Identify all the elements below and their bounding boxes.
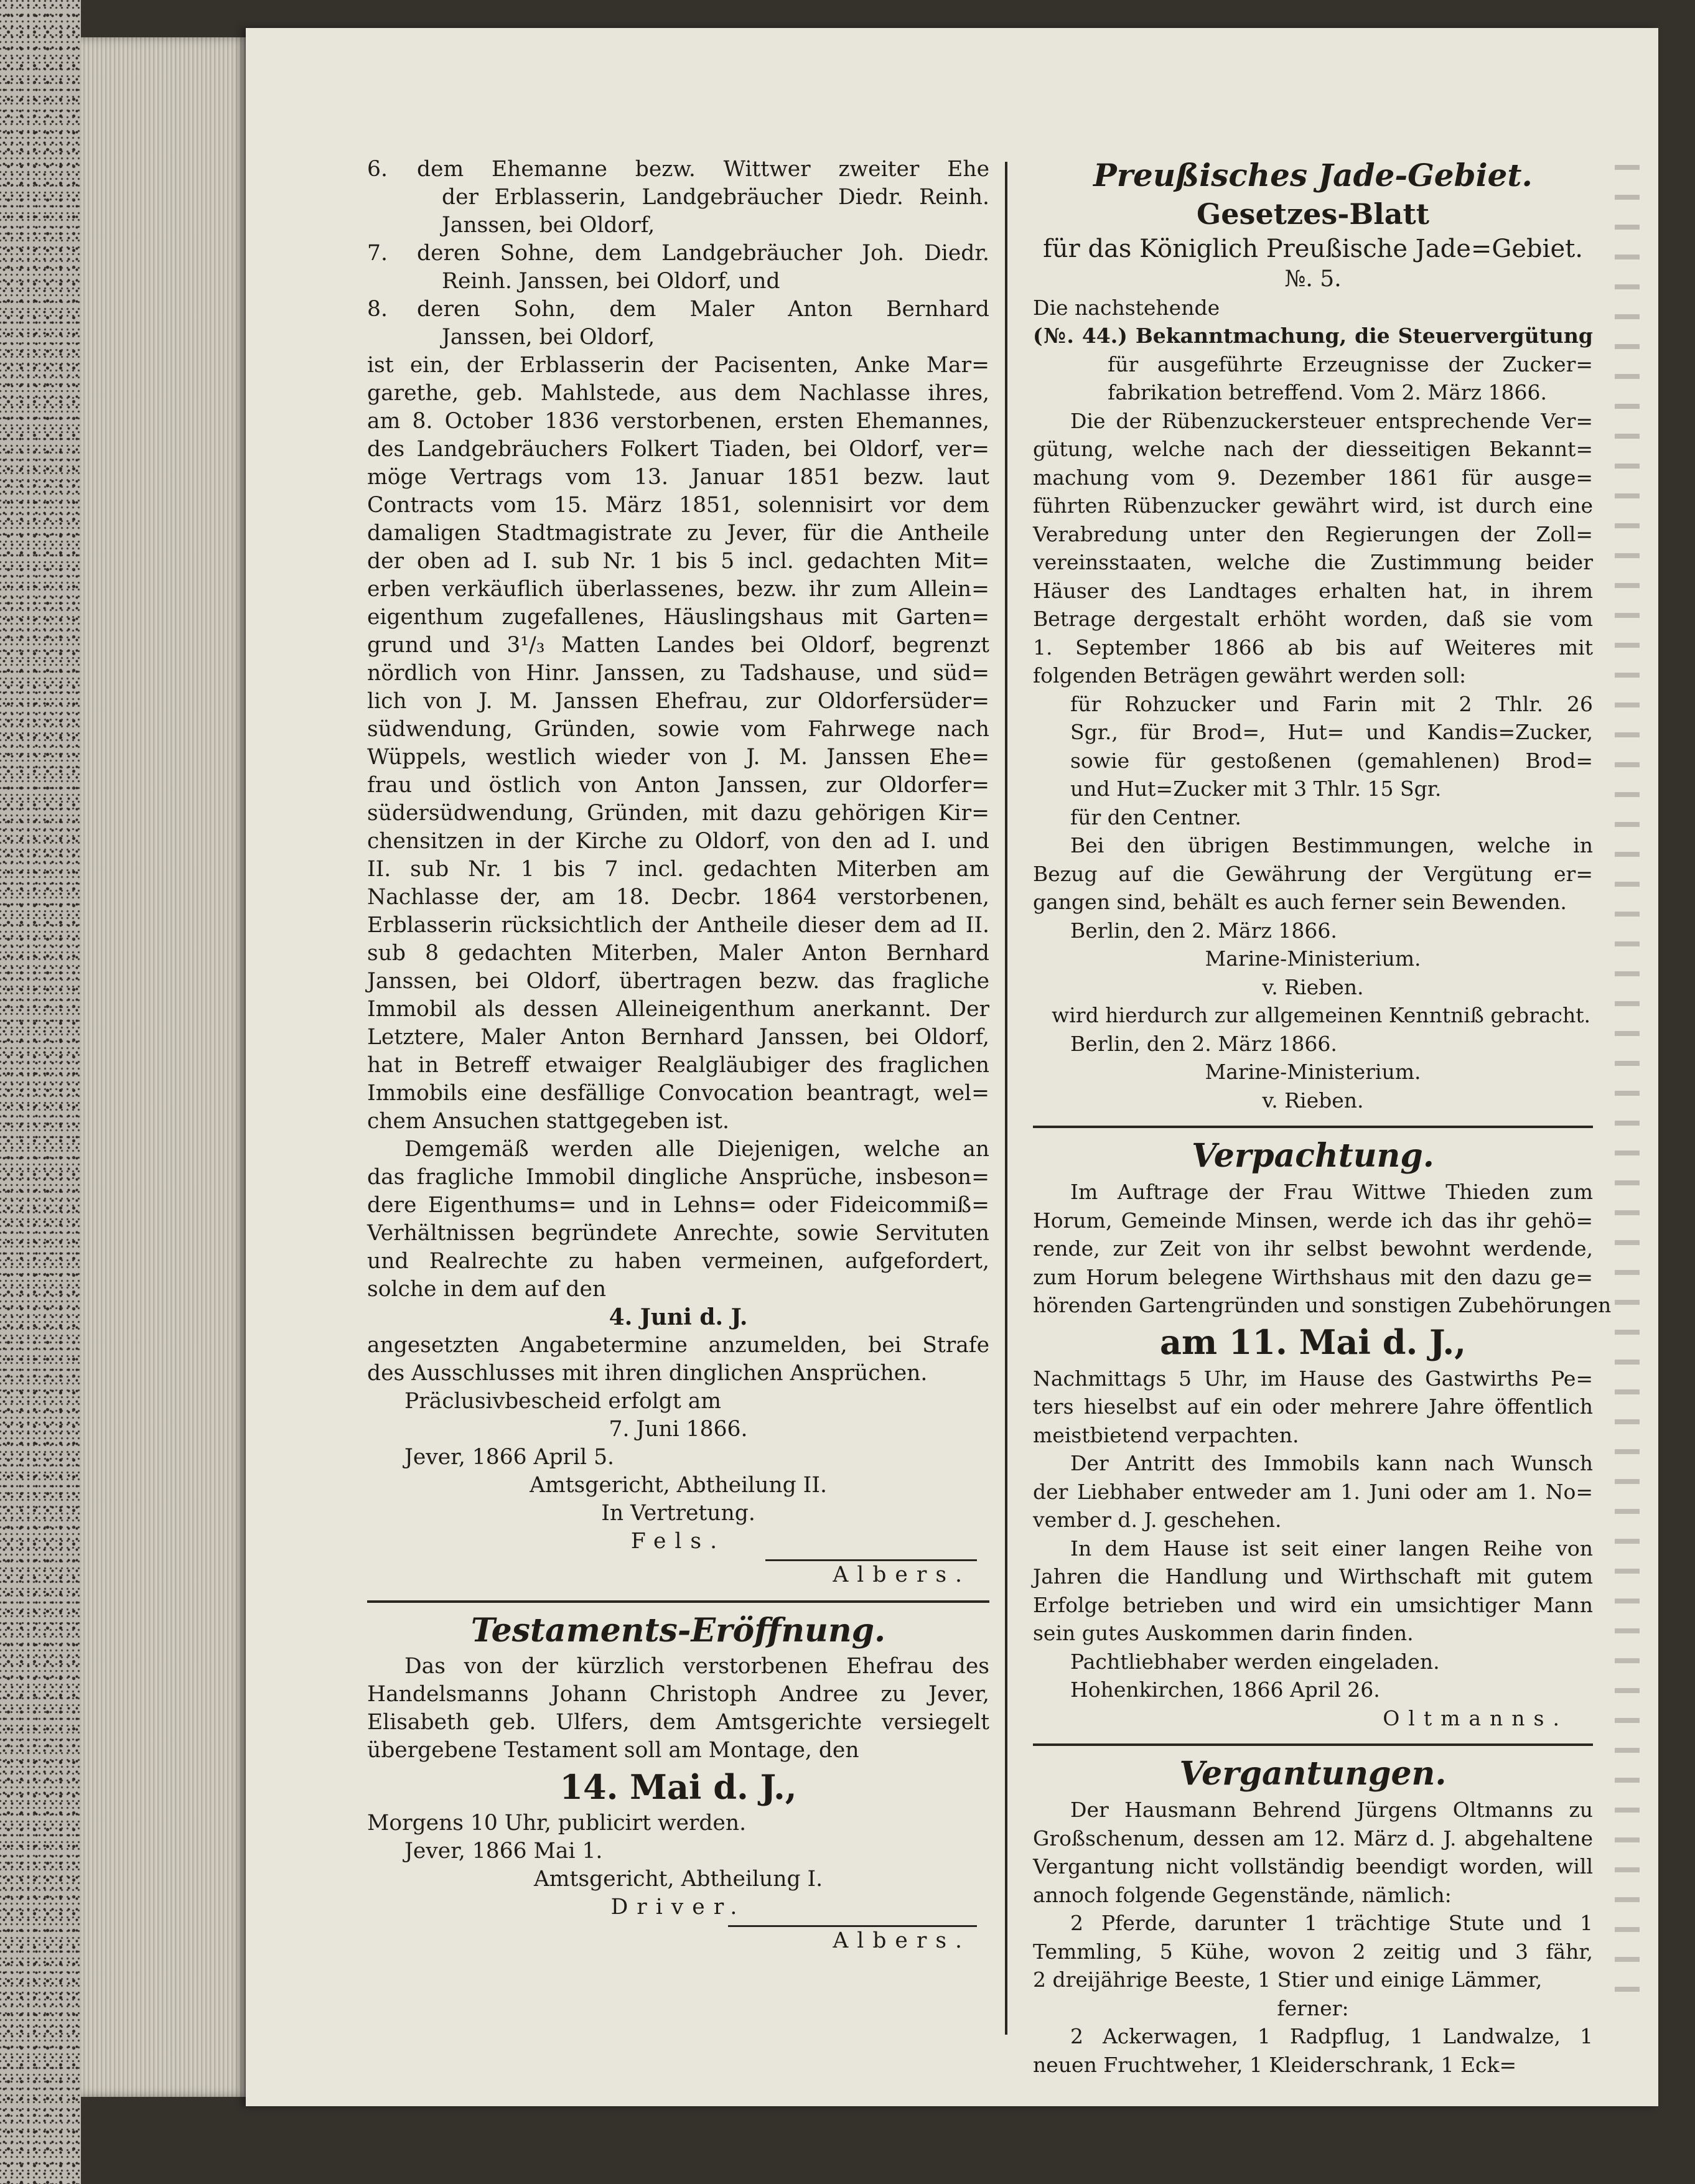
remaining-line: Bei den übrigen Bestimmungen, welche in (1070, 833, 1593, 857)
signer-fels: Fels. (630, 1529, 726, 1554)
heir-line: Janssen, bei Oldorf, (442, 213, 655, 238)
signer-rieben-2: v. Rieben. (1262, 1088, 1364, 1113)
lease-line: Horum, Gemeinde Minsen, werde ich das ihr gehö= (1033, 1208, 1593, 1233)
estate-line: chensitzen in der Kirche zu Oldorf, von den ad I. und (367, 829, 989, 854)
estate-line: garethe, geb. Mahlstede, aus dem Nachlasse ihres, (367, 381, 989, 406)
estate-line: chem Ansuchen stattgegeben ist. (367, 1109, 729, 1134)
lease-para2-line: der Liebhaber entweder am 1. Juni oder am 1. No= (1033, 1479, 1593, 1504)
lease-line: hörenden Gartengründen und sonstigen Zubehörungen (1033, 1293, 1612, 1317)
gazette-subtitle: Gesetzes-Blatt (1197, 197, 1429, 231)
rate-line: Sgr., für Brod=, Hut= und Kandis=Zucker, (1070, 720, 1593, 744)
lease-line: Im Auftrage der Frau Wittwe Thieden zum (1070, 1180, 1593, 1204)
estate-line: damaligen Stadtmagistrate zu Jever, für die Antheile (367, 521, 989, 546)
notice-body-line: Verabredung unter den Regierungen der Zoll= (1033, 521, 1593, 546)
heir-item (367, 156, 989, 240)
penalty-line: des Ausschlusses mit ihren dinglichen Ansprüchen. (367, 1361, 928, 1386)
estate-paragraph (367, 352, 989, 1136)
column-divider (1005, 162, 1007, 2035)
praeclusiv-text: Präclusivbescheid erfolgt am (404, 1389, 722, 1414)
section-rule-3 (1033, 1743, 1593, 1746)
testament-line: übergebene Testament soll am Montage, den (367, 1738, 859, 1763)
estate-line: hat in Betreff etwaiger Realgläubiger des fraglichen (367, 1053, 989, 1078)
estate-line: Nachlasse der, am 18. Decbr. 1864 verstorbenen, (367, 885, 989, 910)
heir-line: deren Sohn, dem Maler Anton Bernhard (417, 297, 989, 322)
estate-line: lich von J. M. Janssen Ehefrau, zur Oldorfersüder= (367, 689, 989, 714)
lease-after-line: meistbietend verpachten. (1033, 1422, 1299, 1447)
book-edge-speckle (0, 0, 81, 2184)
heir-line: Reinh. Janssen, bei Oldorf, und (442, 269, 780, 294)
summons-line: Verhältnissen begründete Anrechte, sowie Servituten (367, 1221, 989, 1246)
testament-line: Elisabeth geb. Ulfers, dem Amtsgerichte versiegelt (367, 1710, 989, 1735)
notice-body-line: 1. September 1866 ab bis auf Weiteres mit (1033, 635, 1593, 660)
auction-items-2 (1033, 2022, 1593, 2079)
estate-line: Erblasserin rücksichtlich der Antheile dieser dem ad II. (367, 913, 989, 938)
gazette-title: Preußisches Jade-Gebiet. (1093, 157, 1533, 194)
heir-line: der Erblasserin, Landgebräucher Diedr. Reinh. (442, 185, 989, 210)
estate-line: eigenthum zugefallenes, Häuslingshaus mit Garten= (367, 605, 989, 630)
notice-body-line: machung vom 9. Dezember 1861 für ausge= (1033, 465, 1593, 490)
notice-body-line: führten Rübenzucker gewährt wird, ist durch eine (1033, 493, 1593, 518)
testament-court: Amtsgericht, Abtheilung I. (533, 1867, 823, 1892)
remaining-paragraph (1033, 831, 1593, 917)
lease-para3-line: Jahren die Handlung und Wirthschaft mit gutem (1033, 1564, 1593, 1589)
ministry-2: Marine-Ministerium. (1205, 1060, 1421, 1084)
summons-line: und Realrechte zu haben vermeinen, aufgefordert, (367, 1249, 989, 1274)
signer-driver: Driver. (610, 1895, 746, 1920)
signer-oltmanns: Oltmanns. (1383, 1706, 1568, 1730)
heir-number: 7. (367, 241, 388, 266)
intro-text: Die nachstehende (1033, 295, 1220, 320)
testament-paragraph (367, 1653, 989, 1765)
lease-para3 (1033, 1534, 1593, 1648)
auction-item-line-2: 2 Ackerwagen, 1 Radpflug, 1 Landwalze, 1 (1070, 2024, 1593, 2048)
rates-list (1033, 690, 1593, 803)
left-column (367, 156, 989, 1955)
signer-rieben-1: v. Rieben. (1262, 974, 1364, 999)
lease-invite: Pachtliebhaber werden eingeladen. (1070, 1649, 1440, 1674)
notice-body (1033, 407, 1593, 690)
estate-line: nördlich von Hinr. Janssen, zu Tadshause, und süd= (367, 661, 989, 686)
estate-line: Letztere, Maler Anton Bernhard Janssen, bei Oldorf, (367, 1025, 989, 1050)
term-date: 4. Juni d. J. (609, 1304, 748, 1330)
summons-line: Demgemäß werden alle Diejenigen, welche an (404, 1137, 989, 1162)
rate-line: sowie für gestoßenen (gemahlenen) Brod= (1070, 748, 1593, 773)
lease-place-date: Hohenkirchen, 1866 April 26. (1070, 1678, 1380, 1702)
heir-line: dem Ehemanne bezw. Wittwer zweiter Ehe (417, 157, 989, 182)
notice-head (1033, 322, 1593, 407)
lease-line: rende, zur Zeit von ihr selbst bewohnt werdende, (1033, 1236, 1593, 1261)
auction-line: Vergantung nicht vollständig beendigt worden, will (1033, 1854, 1593, 1878)
notice-body-line: Betrage dergestalt erhöht worden, daß sie vom (1033, 607, 1593, 631)
remaining-line: gangen sind, behält es auch ferner sein Bewenden. (1033, 890, 1567, 914)
heir-line: Janssen, bei Oldorf, (442, 325, 655, 350)
auction-paragraph (1033, 1796, 1593, 1909)
lease-date: am 11. Mai d. J., (1159, 1322, 1467, 1362)
place-date: Jever, 1866 April 5. (404, 1445, 614, 1470)
lease-para2-line: Der Antritt des Immobils kann nach Wunsch (1070, 1451, 1593, 1475)
auction-item-line: Temmling, 5 Kühe, wovon 2 zeitig und 3 fähr, (1033, 1939, 1593, 1964)
heir-item (367, 296, 989, 352)
summons-line: dere Eigenthums= und in Lehns= oder Fideicommiß= (367, 1193, 989, 1218)
lease-para3-line: sein gutes Auskommen darin finden. (1033, 1621, 1414, 1645)
estate-line: Wüppels, westlich wieder von J. M. Janssen Ehe= (367, 745, 989, 770)
vertretung: In Vertretung. (601, 1501, 755, 1526)
testament-line: Handelsmanns Johann Christoph Andree zu Jever, (367, 1682, 989, 1707)
rate-line: für Rohzucker und Farin mit 2 Thlr. 26 (1070, 691, 1593, 716)
signer-albers-2: Albers. (833, 1928, 971, 1953)
notice-head-line: für ausgeführte Erzeugnisse der Zucker= (1108, 352, 1593, 376)
penalty-paragraph (367, 1332, 989, 1388)
estate-line: grund und 3¹/₃ Matten Landes bei Oldorf, begrenzt (367, 633, 989, 658)
page-stack-edges (81, 37, 249, 2097)
auction-item-line: 2 dreijährige Beeste, 1 Stier und einige Lämmer, (1033, 1967, 1543, 1992)
lease-para2 (1033, 1449, 1593, 1534)
remaining-line: Bezug auf die Gewährung der Vergütung er= (1033, 861, 1593, 886)
heir-list (367, 156, 989, 352)
estate-line: Immobil als dessen Alleineigenthum anerkannt. Der (367, 997, 989, 1022)
section-rule-2 (1033, 1126, 1593, 1128)
auction-line: Der Hausmann Behrend Jürgens Oltmanns zu (1070, 1798, 1593, 1822)
document-page (246, 28, 1658, 2106)
lease-para2-line: vember d. J. geschehen. (1033, 1508, 1282, 1532)
estate-line: der oben ad I. sub Nr. 1 bis 5 incl. gedachten Mit= (367, 549, 989, 574)
estate-line: II. sub Nr. 1 bis 7 incl. gedachten Miterben am (367, 857, 989, 882)
notice-head-line: (№. 44.) Bekanntmachung, die Steuervergütung (1033, 324, 1593, 348)
lease-line: zum Horum belegene Wirthshaus mit den dazu ge= (1033, 1264, 1593, 1289)
court-name: Amtsgericht, Abtheilung II. (530, 1473, 827, 1498)
testament-line: Das von der kürzlich verstorbenen Ehefrau des (404, 1654, 989, 1679)
praeclusiv-date: 7. Juni 1866. (609, 1417, 748, 1442)
lease-after-line: Nachmittags 5 Uhr, im Hause des Gastwirths Pe= (1033, 1366, 1593, 1391)
estate-line: südwendung, Gründen, sowie vom Fahrwege nach (367, 717, 989, 742)
estate-line: südersüdwendung, Gründen, mit dazu gehörigen Kir= (367, 801, 989, 826)
auction-ferner: ferner: (1277, 1995, 1349, 2020)
publish-text: wird hierdurch zur allgemeinen Kenntniß gebracht. (1052, 1003, 1591, 1027)
estate-line: am 8. October 1836 verstorbenen, ersten Ehemannes, (367, 409, 989, 434)
lease-para3-line: Erfolge betrieben und wird ein umsichtiger Mann (1033, 1592, 1593, 1617)
auction-items (1033, 1909, 1593, 1994)
lease-after-line: ters hieselbst auf ein oder mehrere Jahre öffentlich (1033, 1394, 1593, 1419)
bleed-through (1615, 140, 1640, 2007)
lease-heading: Verpachtung. (1192, 1137, 1434, 1175)
auction-item-line-2: neuen Fruchtweher, 1 Kleiderschrank, 1 Eck= (1033, 2052, 1517, 2077)
estate-line: möge Vertrags vom 13. Januar 1851 bezw. laut (367, 465, 989, 490)
lease-paragraph (1033, 1178, 1612, 1320)
summons-line: das fragliche Immobil dingliche Ansprüche, insbeson= (367, 1165, 989, 1190)
gazette-number: №. 5. (1284, 266, 1342, 292)
auction-line: Großschenum, dessen am 12. März d. J. abgehaltene (1033, 1826, 1593, 1850)
estate-line: des Landgebräuchers Folkert Tiaden, bei Oldorf, ver= (367, 437, 989, 462)
summons-line: solche in dem auf den (367, 1277, 607, 1302)
rate-line: und Hut=Zucker mit 3 Thlr. 15 Sgr. (1070, 777, 1442, 801)
auction-line: annoch folgende Gegenstände, nämlich: (1033, 1882, 1452, 1907)
testament-place-date: Jever, 1866 Mai 1. (404, 1839, 603, 1864)
notice-body-line: gütung, welche nach der diesseitigen Bekannt= (1033, 437, 1593, 461)
estate-line: sub 8 gedachten Miterben, Maler Anton Bernhard (367, 941, 989, 966)
notice-body-line: Häuser des Landtages erhalten hat, in ihrem (1033, 578, 1593, 603)
testament-after: Morgens 10 Uhr, publicirt werden. (367, 1811, 747, 1836)
estate-line: Janssen, bei Oldorf, übertragen bezw. das fragliche (367, 969, 989, 994)
right-column (1033, 156, 1612, 2079)
place-date-1: Berlin, den 2. März 1866. (1070, 918, 1337, 943)
auction-heading: Vergantungen. (1179, 1755, 1447, 1793)
testament-date: 14. Mai d. J., (559, 1767, 797, 1807)
testament-heading: Testaments-Eröffnung. (470, 1612, 886, 1650)
estate-line: ist ein, der Erblasserin der Pacisenten, Anke Mar= (367, 353, 989, 378)
notice-head-line: fabrikation betreffend. Vom 2. März 1866. (1108, 380, 1548, 404)
notice-body-line: folgenden Beträgen gewährt werden soll: (1033, 663, 1467, 688)
place-date-2: Berlin, den 2. März 1866. (1070, 1031, 1337, 1056)
estate-line: Immobils eine desfällige Convocation beantragt, wel= (367, 1081, 989, 1106)
lease-after (1033, 1365, 1593, 1450)
per-unit: für den Centner. (1070, 805, 1241, 829)
auction-item-line: 2 Pferde, darunter 1 trächtige Stute und 1 (1070, 1911, 1593, 1935)
notice-body-line: vereinsstaaten, welche die Zustimmung beider (1033, 550, 1593, 574)
lease-para3-line: In dem Hause ist seit einer langen Reihe von (1070, 1536, 1593, 1561)
heir-number: 8. (367, 297, 388, 322)
estate-line: Contracts vom 15. März 1851, solennisirt vor dem (367, 493, 989, 518)
summons-paragraph (367, 1136, 989, 1304)
penalty-line: angesetzten Angabetermine anzumelden, bei Strafe (367, 1333, 989, 1358)
section-rule (367, 1600, 989, 1603)
signer-albers: Albers. (833, 1562, 971, 1587)
heir-item (367, 240, 989, 296)
heir-line: deren Sohne, dem Landgebräucher Joh. Diedr. (417, 241, 989, 266)
estate-line: erben verkäuflich überlassenes, bezw. ihr zum Allein= (367, 577, 989, 602)
ministry-1: Marine-Ministerium. (1205, 946, 1421, 971)
heir-number: 6. (367, 157, 388, 182)
gazette-region: für das Königlich Preußische Jade=Gebiet. (1043, 235, 1583, 263)
notice-body-line: Die der Rübenzuckersteuer entsprechende Ver= (1070, 408, 1593, 433)
estate-line: frau und östlich von Anton Janssen, zur Oldorfer= (367, 773, 989, 798)
